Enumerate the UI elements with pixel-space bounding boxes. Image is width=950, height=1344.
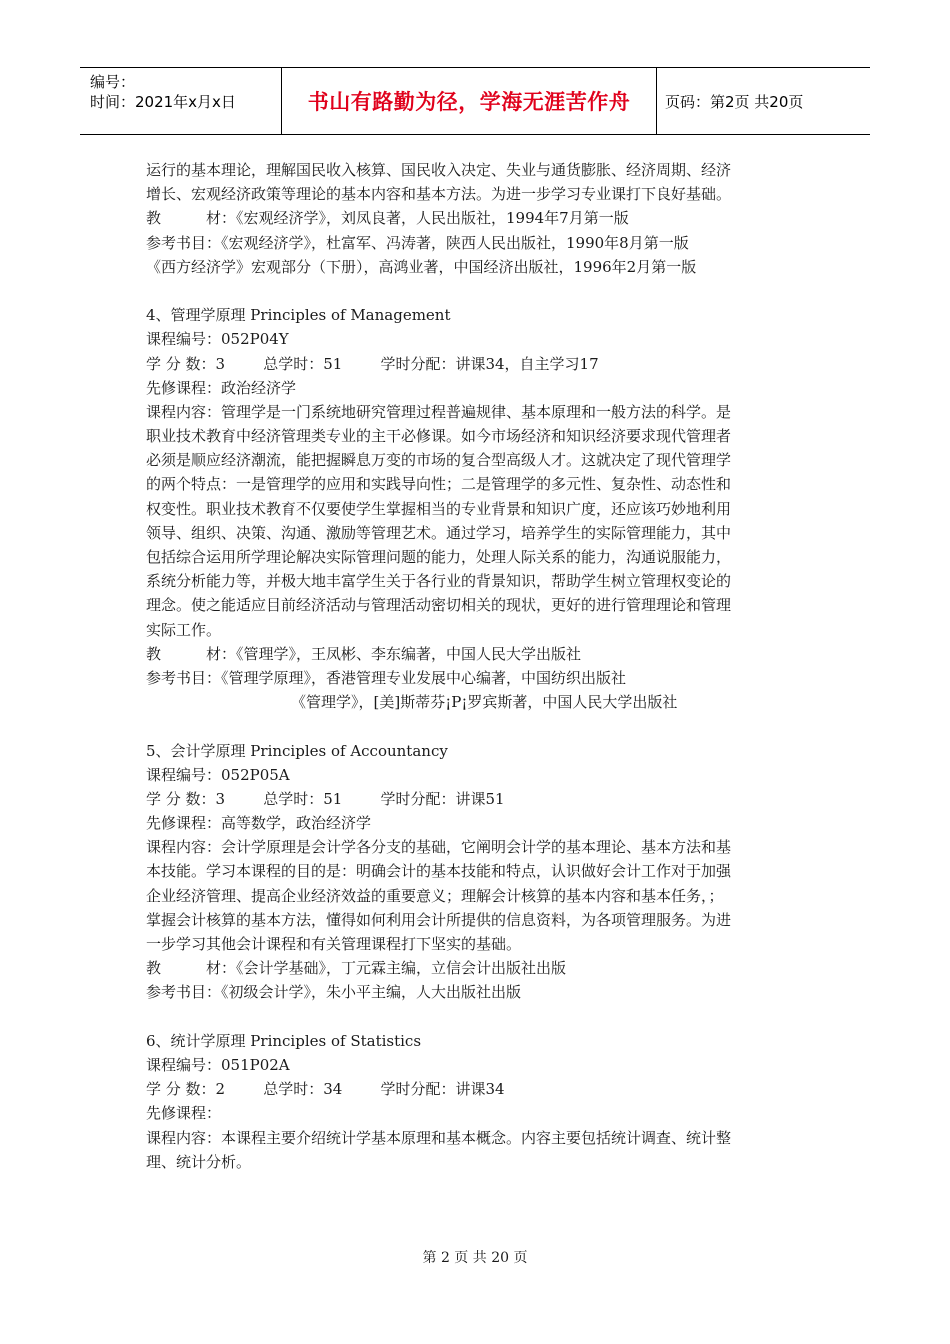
content-line: 课程内容：本课程主要介绍统计学基本原理和基本概念。内容主要包括统计调查、统计整 xyxy=(146,1128,732,1147)
content-line: 课程内容：会计学原理是会计学各分支的基础，它阐明会计学的基本理论、基本方法和基 xyxy=(146,838,732,857)
course-reference: 《管理学》，[美]斯蒂芬¡P¡罗宾斯著，中国人民大学出版社 xyxy=(291,693,678,712)
document-body xyxy=(146,158,806,1174)
content-line: 掌握会计核算的基本方法，懂得如何利用会计所提供的信息资料，为各项管理服务。为进 xyxy=(146,910,732,929)
header-motto: 书山有路勤为径，学海无涯苦作舟 xyxy=(282,68,657,134)
content-line: 课程内容：管理学是一门系统地研究管理过程普遍规律、基本原理和一般方法的科学。是 xyxy=(146,402,732,421)
content-line: 职业技术教育中经济管理类专业的主干必修课。如今市场经济和知识经济要求现代管理者 xyxy=(146,427,732,446)
page-header xyxy=(80,67,870,135)
section-title: 4、管理学原理 Principles of Management xyxy=(146,306,451,325)
course-code: 课程编号：052P04Y xyxy=(146,330,289,349)
course-code: 课程编号：052P05A xyxy=(146,765,290,784)
course-prerequisites: 先修课程：政治经济学 xyxy=(146,378,297,397)
header-meta xyxy=(80,68,282,134)
content-line: 企业经济管理、提高企业经济效益的重要意义；理解会计核算的基本内容和基本任务，； xyxy=(146,886,724,905)
intro-line: 增长、宏观经济政策等理论的基本内容和基本方法。为进一步学习专业课打下良好基础。 xyxy=(146,185,732,204)
document-date-label: 时间：2021年x月x日 xyxy=(90,93,236,111)
course-prerequisites: 先修课程： xyxy=(146,1104,222,1123)
course-credits: 学 分 数：3 总学时：51 学时分配：讲课34，自主学习17 xyxy=(146,354,599,373)
course-prerequisites: 先修课程：高等数学，政治经济学 xyxy=(146,814,372,833)
intro-textbook: 教 材：《宏观经济学》，刘凤良著，人民出版社，1994年7月第一版 xyxy=(146,209,629,228)
course-credits: 学 分 数：2 总学时：34 学时分配：讲课34 xyxy=(146,1080,505,1099)
content-line: 实际工作。 xyxy=(146,620,222,639)
content-line: 本技能。学习本课程的目的是：明确会计的基本技能和特点，认识做好会计工作对于加强 xyxy=(146,862,732,881)
content-line: 理、统计分析。 xyxy=(146,1152,252,1171)
content-line: 包括综合运用所学理论解决实际管理问题的能力，处理人际关系的能力，沟通说服能力， xyxy=(146,548,732,566)
course-textbook: 教 材：《管理学》，王凤彬、李东编著，中国人民大学出版社 xyxy=(146,644,582,663)
header-page-label: 页码：第2页 共20页 xyxy=(665,92,804,111)
course-reference: 参考书目：《管理学原理》，香港管理专业发展中心编著，中国纺织出版社 xyxy=(146,668,627,687)
intro-reference: 参考书目：《宏观经济学》，杜富军、冯涛著，陕西人民出版社，1990年8月第一版 xyxy=(146,233,689,252)
content-line: 系统分析能力等，并极大地丰富学生关于各行业的背景知识，帮助学生树立管理权变论的 xyxy=(146,572,732,591)
course-textbook: 教 材：《会计学基础》，丁元霖主编，立信会计出版社出版 xyxy=(146,959,567,978)
intro-reference: 《西方经济学》宏观部分（下册），高鸿业著，中国经济出版社，1996年2月第一版 xyxy=(146,257,697,276)
intro-line: 运行的基本理论，理解国民收入核算、国民收入决定、失业与通货膨胀、经济周期、经济 xyxy=(146,161,732,179)
content-line: 领导、组织、决策、沟通、激励等管理艺术。通过学习，培养学生的实际管理能力，其中 xyxy=(146,523,732,542)
content-line: 必须是顺应经济潮流，能把握瞬息万变的市场的复合型高级人才。这就决定了现代管理学 xyxy=(146,451,732,470)
content-line: 一步学习其他会计课程和有关管理课程打下坚实的基础。 xyxy=(146,935,522,953)
page-footer: 第 2 页 共 20 页 xyxy=(422,1250,528,1266)
content-line: 理念。使之能适应目前经济活动与管理活动密切相关的现状，更好的进行管理理论和管理 xyxy=(146,596,732,615)
course-reference: 参考书目：《初级会计学》，朱小平主编，人大出版社出版 xyxy=(146,983,522,1002)
content-line: 权变性。职业技术教育不仅要使学生掌握相当的专业背景和知识广度，还应该巧妙地利用 xyxy=(146,499,732,518)
course-code: 课程编号：051P02A xyxy=(146,1055,290,1074)
section-title: 6、统计学原理 Principles of Statistics xyxy=(146,1031,422,1050)
course-credits: 学 分 数：3 总学时：51 学时分配：讲课51 xyxy=(146,789,505,808)
section-title: 5、会计学原理 Principles of Accountancy xyxy=(146,741,448,760)
content-line: 的两个特点：一是管理学的应用和实践导向性；二是管理学的多元性、复杂性、动态性和 xyxy=(146,475,732,494)
document-number-label: 编号： xyxy=(90,73,136,91)
